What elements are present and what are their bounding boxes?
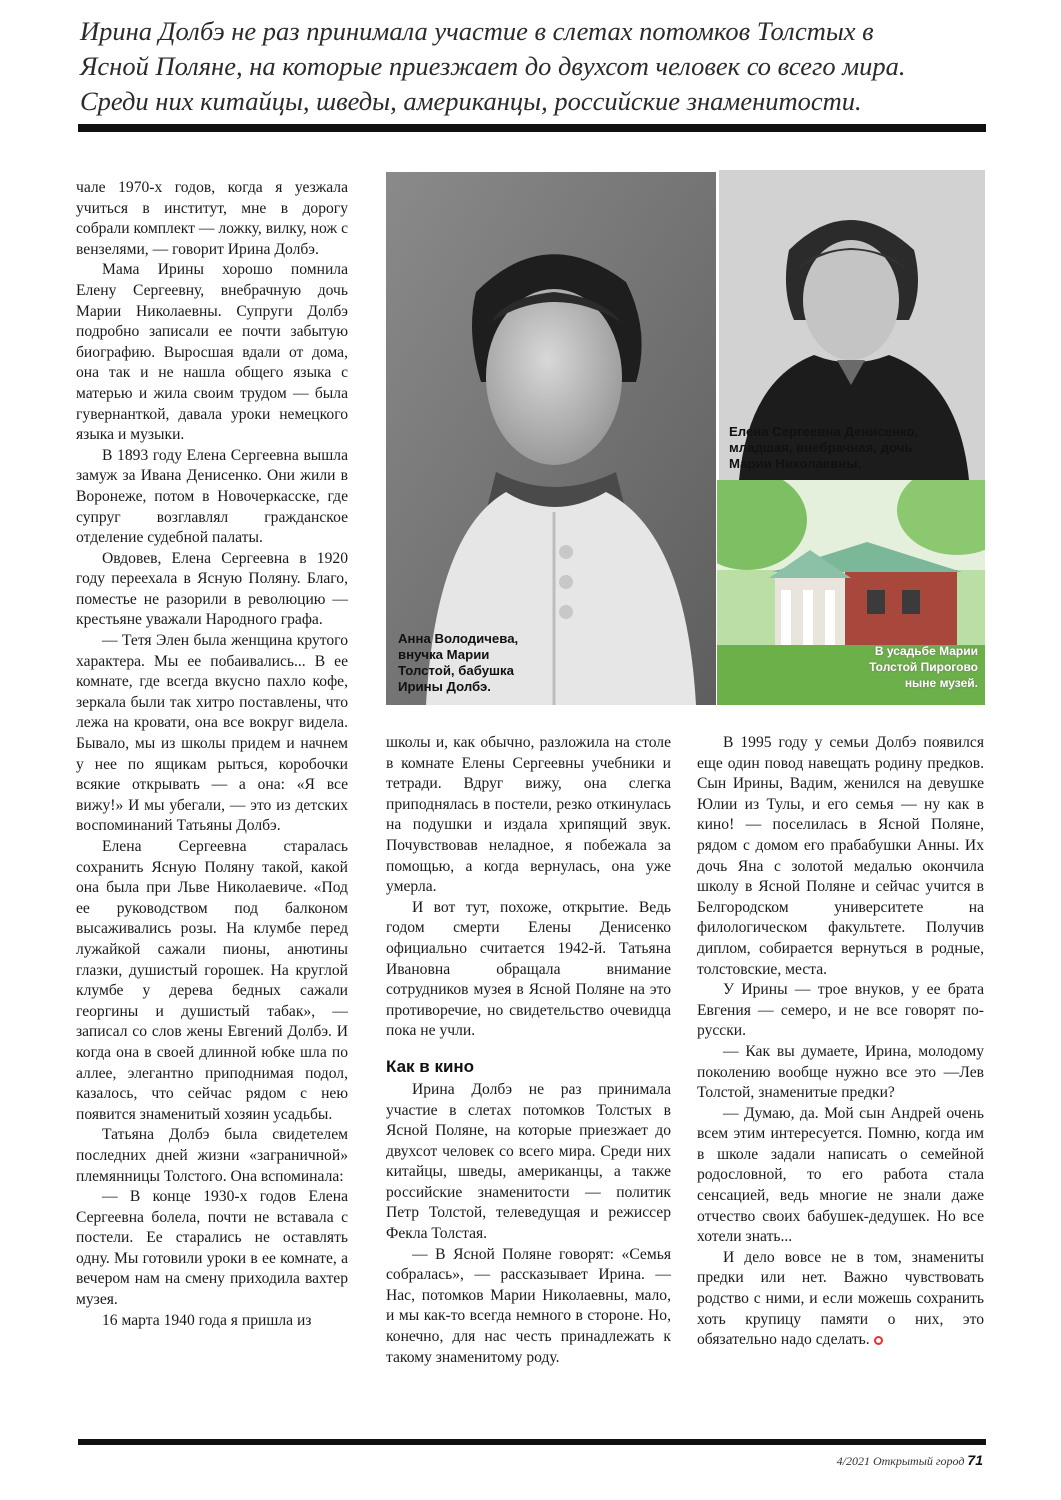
caption-line: Анна Володичева, bbox=[398, 631, 519, 646]
caption-line: ныне музей. bbox=[904, 676, 978, 690]
paragraph: У Ирины — трое внуков, у ее брата Евгения — семеро, и не все говорят по-русски. bbox=[697, 981, 984, 1040]
caption-line: Толстой, бабушка bbox=[398, 663, 514, 678]
issue-label: 4/2021 Открытый город bbox=[836, 1454, 965, 1468]
pull-quote bbox=[80, 14, 985, 119]
paragraph: чале 1970-х годов, когда я уезжала учиться в институт, мне в дорогу собрали комплект — ложку, вилку, нож с вензелями, — говорит Ирина Долбэ. bbox=[76, 179, 348, 258]
caption-line: Елена Сергеевна Денисенко, bbox=[729, 424, 919, 439]
caption-line: Ирины Долбэ. bbox=[398, 679, 491, 694]
end-of-article-icon bbox=[874, 1336, 883, 1345]
pull-quote-line: Ясной Поляне, на которые приезжает до двухсот человек со всего мира. bbox=[80, 51, 906, 81]
paragraph: Татьяна Долбэ была свидетелем последних дней жизни «заграничной» племянницы Толстого. Она вспоминала: bbox=[76, 1126, 348, 1185]
bottom-rule bbox=[78, 1439, 986, 1445]
paragraph: И вот тут, похоже, открытие. Ведь годом смерти Елены Денисенко официально считается 1942-й. Татьяна Ивановна обращала внимание сотрудников музея в Ясной Поляне на это противоречие, но свидетельство очевидца пока не учли. bbox=[386, 898, 671, 1040]
caption-anna bbox=[398, 631, 518, 695]
caption-line: младшая, внебрачная, дочь bbox=[729, 440, 913, 455]
page-number: 71 bbox=[967, 1452, 983, 1468]
page-footer bbox=[837, 1452, 983, 1469]
caption-line: В усадьбе Марии bbox=[874, 644, 978, 658]
paragraph: — Как вы думаете, Ирина, молодому поколению вообще нужно все это —Лев Толстой, знаменитые предки? bbox=[697, 1042, 984, 1102]
paragraph: 16 марта 1940 года я пришла из bbox=[102, 1311, 312, 1329]
article-column-1 bbox=[76, 178, 348, 1331]
paragraph: — В Ясной Поляне говорят: «Семья собралась», — рассказывает Ирина. — Нас, потомков Марии Николаевны, мало, и мы как-то всегда немного в стороне. Но, конечно, для нас честь принадлежать к такому знаменитому роду. bbox=[386, 1245, 671, 1366]
caption-line: Толстой Пирогово bbox=[869, 660, 978, 674]
section-heading: Как в кино bbox=[386, 1056, 475, 1076]
caption-estate bbox=[842, 643, 978, 691]
paragraph: Овдовев, Елена Сергеевна в 1920 году переехала в Ясную Поляну. Благо, поместье не разорили в революцию — крестьяне уважали Народного графа. bbox=[76, 549, 348, 629]
paragraph: — В конце 1930-х годов Елена Сергеевна болела, почти не вставала с постели. Ее старались не оставлять одну. Мы готовили уроки в ее комнате, а вечером нам на смену приходила вахтер музея. bbox=[76, 1188, 348, 1309]
paragraph: — Думаю, да. Мой сын Андрей очень всем этим интересуется. Помню, когда им в школе задали написать о семейной родословной, то его работа стала сенсацией, ведь многие не знали даже отчество своих бабушек-дедушек. Но все хотели знать... bbox=[697, 1104, 984, 1246]
paragraph: В 1995 году у семьи Долбэ появился еще один повод навещать родину предков. Сын Ирины, Вадим, женился на девушке Юлии из Тулы, и его семья — ну как в кино! — поселилась в Ясной Поляне, рядом с домом его прабабушки Анны. Их дочь Яна с золотой медалью окончила школу в Ясной Поляне и сейчас учится в Белгородском университете на филологическом факультете. Получив диплом, собирается вернуться в родные, толстовские, места. bbox=[697, 734, 984, 978]
paragraph-text: И дело вовсе не в том, знамениты предки или нет. Важно чувствовать родство с ними, и если можешь сохранить хоть крупицу памяти о них, это обязательно надо сделать. bbox=[697, 1248, 984, 1349]
paragraph-final bbox=[697, 1248, 984, 1351]
paragraph: В 1893 году Елена Сергеевна вышла замуж за Ивана Денисенко. Они жили в Воронеже, потом в Новочеркасске, где супруг возглавлял гражданское отделение судебной палаты. bbox=[76, 446, 348, 547]
top-rule bbox=[78, 124, 986, 132]
paragraph: школы и, как обычно, разложила на столе в комнате Елены Сергеевны учебники и тетради. Вдруг вижу, она слегка приподнялась в постели, резко откинулась на подушки и издала хрипящий звук. Почувствовав неладное, я побежала за помощью, а когда вернулась, она уже умерла. bbox=[386, 734, 671, 896]
article-column-2 bbox=[386, 733, 671, 1368]
pull-quote-line: Среди них китайцы, шведы, американцы, российские знаменитости. bbox=[80, 86, 862, 116]
pull-quote-line: Ирина Долбэ не раз принимала участие в слетах потомков Толстых в bbox=[80, 16, 874, 46]
article-column-3 bbox=[697, 733, 984, 1351]
caption-line: Марии Николаевны. bbox=[729, 456, 862, 471]
paragraph: Елена Сергеевна старалась сохранить Ясную Поляну такой, какой она была при Льве Николаевиче. «Под ее руководством под балконом высаживались розы. На клумбе перед лужайкой сажали пионы, анютины глазки, душистый горошек. На круглой клумбе у дерева бедных сажали георгины и душистый табак», — записал со слов жены Евгений Долбэ. И когда она в своей длинной юбке шла по аллее, элегантно приподнимая подол, казалось, что сейчас рядом с нею появится знаменитый хозяин усадьбы. bbox=[76, 838, 348, 1123]
caption-elena bbox=[729, 424, 918, 472]
paragraph: Ирина Долбэ не раз принимала участие в слетах потомков Толстых в Ясной Поляне, на которые приезжает до двухсот человек со всего мира. Среди них китайцы, шведы, американцы, а также российские знаменитости — политик Петр Толстой, телеведущая и режиссер Фекла Толстая. bbox=[386, 1080, 671, 1243]
paragraph: — Тетя Элен была женщина крутого характера. Мы ее побаивались... В ее комнате, где всегда вкусно пахло кофе, зеркала были так хитро поставлены, что лежа на кровати, она все вокруг видела. Бывало, мы из школы придем и начнем у нее по ящикам рыться, коробочки всякие открывать — а она: «Я все вижу!» И мы убегали, — это из детских воспоминаний Татьяны Долбэ. bbox=[76, 632, 348, 835]
caption-line: внучка Марии bbox=[398, 647, 490, 662]
paragraph: Мама Ирины хорошо помнила Елену Сергеевну, внебрачную дочь Марии Николаевны. Супруги Долбэ подробно записали ее почти забытую биографию. Выросшая вдали от дома, она так и не нашла общего языка с матерью и жила своим трудом — была гувернанткой, давала уроки немецкого языка и музыки. bbox=[76, 261, 348, 444]
photo-anna-volodicheva bbox=[386, 172, 716, 705]
